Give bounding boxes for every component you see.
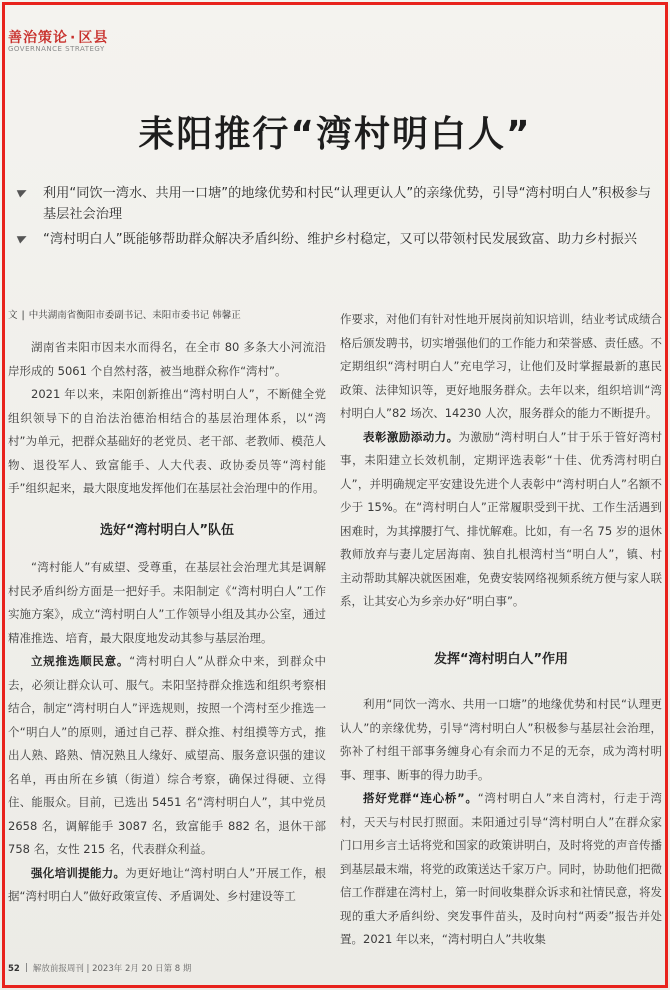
key-point: [18, 183, 658, 225]
byline-author: 中共湖南省衡阳市委副书记、耒阳市委书记 韩馨正: [28, 310, 241, 321]
paragraph-lead: 搭好党群“连心桥”。: [363, 791, 478, 805]
paragraph-body: “湾村明白人”从群众中来，到群众中去，必须让群众认可、服气。耒阳坚持群众推选和组织考察相结合，制定“湾村明白人”评选规则，按照一个湾村至少推选一个“明白人”的原则，通过自己荐、群众推、村组摸等方式，推出人熟、路熟、情况熟且人缘好、威望高、服务意识强的建议名单，再由所在乡镇（街道）综合考察，确保过得硬、立得住、能服众。目前，已选出 5451 名“湾村明白人”，其中党员 2658 名，调解能手 3087 名，致富能手 882 名，退休干部 758 名，女性 215 名，代表群众利益。: [8, 654, 327, 856]
bullet-arrow-icon: [17, 232, 29, 243]
paragraph: “湾村能人”有威望、受尊重，在基层社会治理尤其是调解村民矛盾纠纷方面是一把好手。耒阳制定《“湾村明白人”工作实施方案》，成立“湾村明白人”工作领导小组及其办公室，通过精准推选、培育，最大限度地发动其参与基层治理。: [8, 560, 326, 645]
section-english: GOVERNANCE STRATEGY: [8, 45, 105, 53]
section-heading: 选好“湾村明白人”队伍: [99, 522, 235, 538]
paragraph-body: “湾村明白人”来自湾村，行走于湾村，天天与村民打照面。耒阳通过引导“湾村明白人”在群众家门口用乡言土话将党和国家的政策讲明白，及时将党的声音传播到基层最末端，将党的政策送达千家万户。同时，协助他们把微信工作群建在湾村上，第一时间收集群众诉求和社情民意，将发现的重大矛盾纠纷、突发事件苗头，及时向村“两委”报告并处置。2021 年以来，“湾村明白人”共收集: [340, 791, 662, 946]
page-footer: [8, 962, 191, 974]
paragraph: 利用“同饮一湾水、共用一口塘”的地缘优势和村民“认理更认人”的亲缘优势，引导“湾村明白人”积极参与基层社会治理，弥补了村组干部事务缠身心有余而力不足的无奈，成为湾村明事、理事、断事的得力助手。: [340, 697, 662, 782]
byline: 文 | 中共湖南省衡阳市委副书记、耒阳市委书记 韩馨正: [8, 310, 241, 321]
paragraph: 湖南省耒阳市因耒水而得名，在全市 80 多条大小河流沿岸形成的 5061 个自然村落，被当地群众称作“湾村”。: [8, 340, 326, 378]
article-title: 耒阳推行“湾村明白人”: [138, 114, 532, 155]
right-column: [340, 308, 662, 952]
left-column: [8, 308, 326, 909]
paragraph: [340, 426, 662, 614]
section-separator: ·: [70, 30, 77, 46]
section-name: 善治策论: [8, 30, 68, 46]
paragraph-body: 为更好地让“湾村明白人”开展工作，根据“湾村明白人”做好政策宣传、矛盾调处、乡村建设等工: [8, 865, 326, 903]
paragraph: [340, 787, 662, 952]
section-tag: [8, 27, 108, 47]
byline-label: 文: [8, 310, 18, 321]
key-point-text: “湾村明白人”既能够帮助群众解决矛盾纠纷、维护乡村稳定，又可以带领村民发展致富、助力乡村振兴: [43, 232, 637, 247]
key-point: [18, 229, 658, 250]
bullet-arrow-icon: [17, 186, 29, 197]
paragraph: 2021 年以来，耒阳创新推出“湾村明白人”，不断健全党组织领导下的自治法治德治相结合的基层治理体系，以“湾村”为单元，把群众基础好的老党员、老干部、老教师、模范人物、退役军人、致富能手、人大代表、政协委员等“湾村能手”组织起来，最大限度地发挥他们在基层社会治理中的作用。: [8, 387, 326, 495]
publication-info: 解放前报周刊 | 2023年 2月 20 日第 8 期: [32, 964, 192, 974]
paragraph-lead: 强化培训提能力。: [31, 865, 126, 880]
section-heading: 发挥“湾村明白人”作用: [433, 651, 569, 667]
key-points: [18, 183, 658, 254]
paragraph: 作要求，对他们有针对性地开展岗前知识培训，结业考试成绩合格后颁发聘书，切实增强他们的工作能力和荣誉感、责任感。不定期组织“湾村明白人”充电学习，让他们及时掌握最新的惠民政策、法律知识等，更好地服务群众。去年以来，组织培训“湾村明白人”82 场次、14230 人次，服务群众的能力不断提升。: [340, 312, 662, 420]
section-subname: 区县: [78, 30, 109, 46]
paragraph: [8, 862, 326, 909]
paragraph-lead: 表彰激励添动力。: [363, 429, 459, 444]
paragraph-lead: 立规推选顺民意。: [31, 654, 130, 668]
paragraph-body: 为激励“湾村明白人”甘于乐于管好湾村事，耒阳建立长效机制，定期评选表彰“十佳、优秀湾村明白人”，并明确规定平安建设先进个人表彰中“湾村明白人”名额不少于 15%。在“湾村明白人”正常履职受到干扰、工作生活遇到困难时，为其撑腰打气、排忧解难。比如，有一名 75 岁的退休教师放弃与妻儿定居海南、独自扎根湾村当“明白人”，镇、村主动帮助其解决就医困难，免费安装网络视频系统方便与家人联系，让其安心为乡亲办好“明白事”。: [340, 429, 662, 608]
key-point-text: 利用“同饮一湾水、共用一口塘”的地缘优势和村民“认理更认人”的亲缘优势，引导“湾村明白人”积极参与基层社会治理: [43, 186, 652, 222]
paragraph: [8, 650, 326, 862]
page-number: 52: [8, 964, 20, 974]
